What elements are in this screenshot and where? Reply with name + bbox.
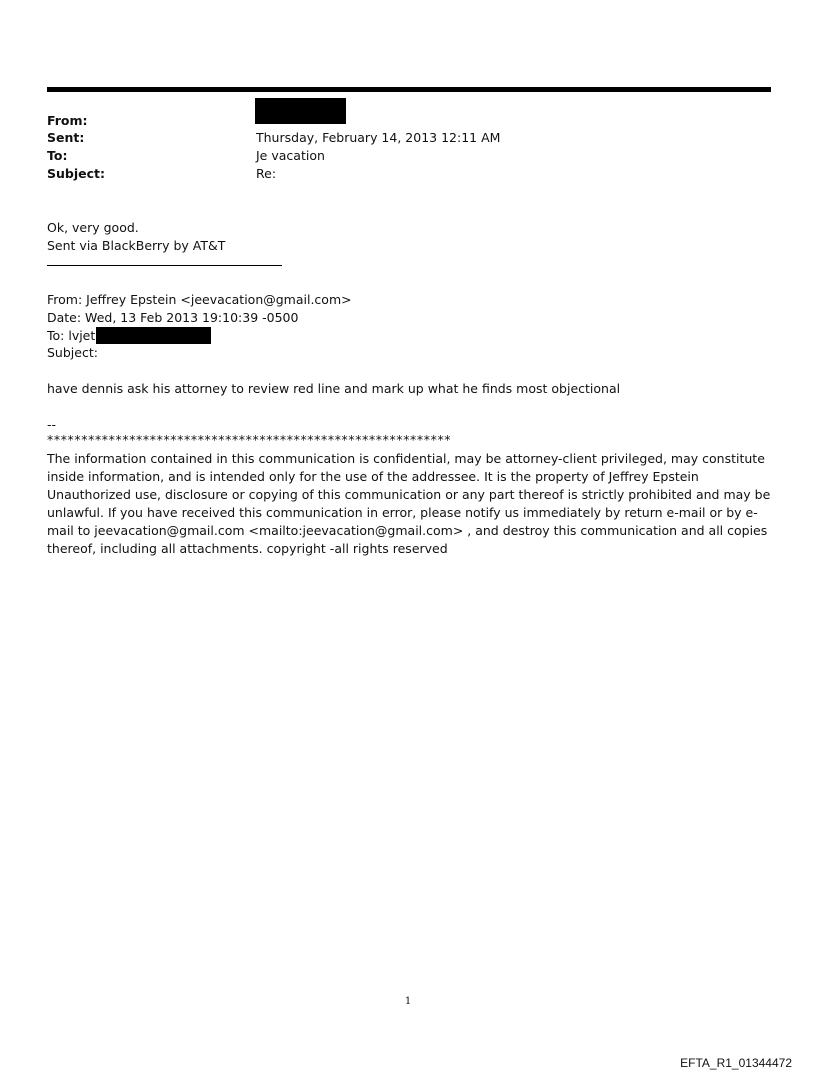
sent-label: Sent: (47, 130, 85, 145)
signature-dashes: -- (47, 417, 57, 432)
to-row (47, 147, 771, 165)
header-rule (47, 87, 771, 92)
reply-line-1: Ok, very good. (47, 220, 139, 235)
redacted-sender-block (255, 98, 346, 124)
quote-separator (47, 265, 282, 266)
subject-label: Subject: (47, 166, 105, 181)
sent-value: Thursday, February 14, 2013 12:11 AM (256, 130, 501, 145)
quoted-to-text: To: lvjet (47, 328, 96, 343)
subject-value: Re: (256, 166, 277, 181)
signature-stars: *********************************************************** (47, 432, 452, 447)
reply-line-2: Sent via BlackBerry by AT&T (47, 238, 226, 253)
quoted-message: have dennis ask his attorney to review red line and mark up what he finds most objectional (47, 381, 621, 396)
sent-row (47, 129, 771, 147)
to-label: To: (47, 148, 68, 163)
redacted-recipient-block (96, 327, 211, 344)
from-label: From: (47, 113, 88, 128)
bates-number: EFTA_R1_01344472 (680, 1056, 792, 1070)
confidentiality-disclaimer: The information contained in this communication is confidential, may be attorney-client privileged, may constitute inside information, and is intended only for the use of the addressee. It is the property of Jeffrey Epstein Unauthorized use, disclosure or copying of this communication or any part thereof is strictly prohibited and may be unlawful. If you have received this communication in error, please notify us immediately by return e-mail or by e-mail to jeevacation@gmail.com <mailto:jeevacation@gmail.com> , and destroy this communication and all copies thereof, including all attachments. copyright -all rights reserved (47, 451, 771, 556)
page-number: 1 (404, 996, 412, 1007)
from-row (47, 112, 771, 130)
quoted-date-line: Date: Wed, 13 Feb 2013 19:10:39 -0500 (47, 310, 299, 325)
quoted-from-line: From: Jeffrey Epstein <jeevacation@gmail.com> (47, 292, 352, 307)
subject-row (47, 165, 771, 183)
quoted-to-line (47, 327, 211, 345)
quoted-subject-line: Subject: (47, 345, 98, 360)
to-value: Je vacation (256, 148, 325, 163)
